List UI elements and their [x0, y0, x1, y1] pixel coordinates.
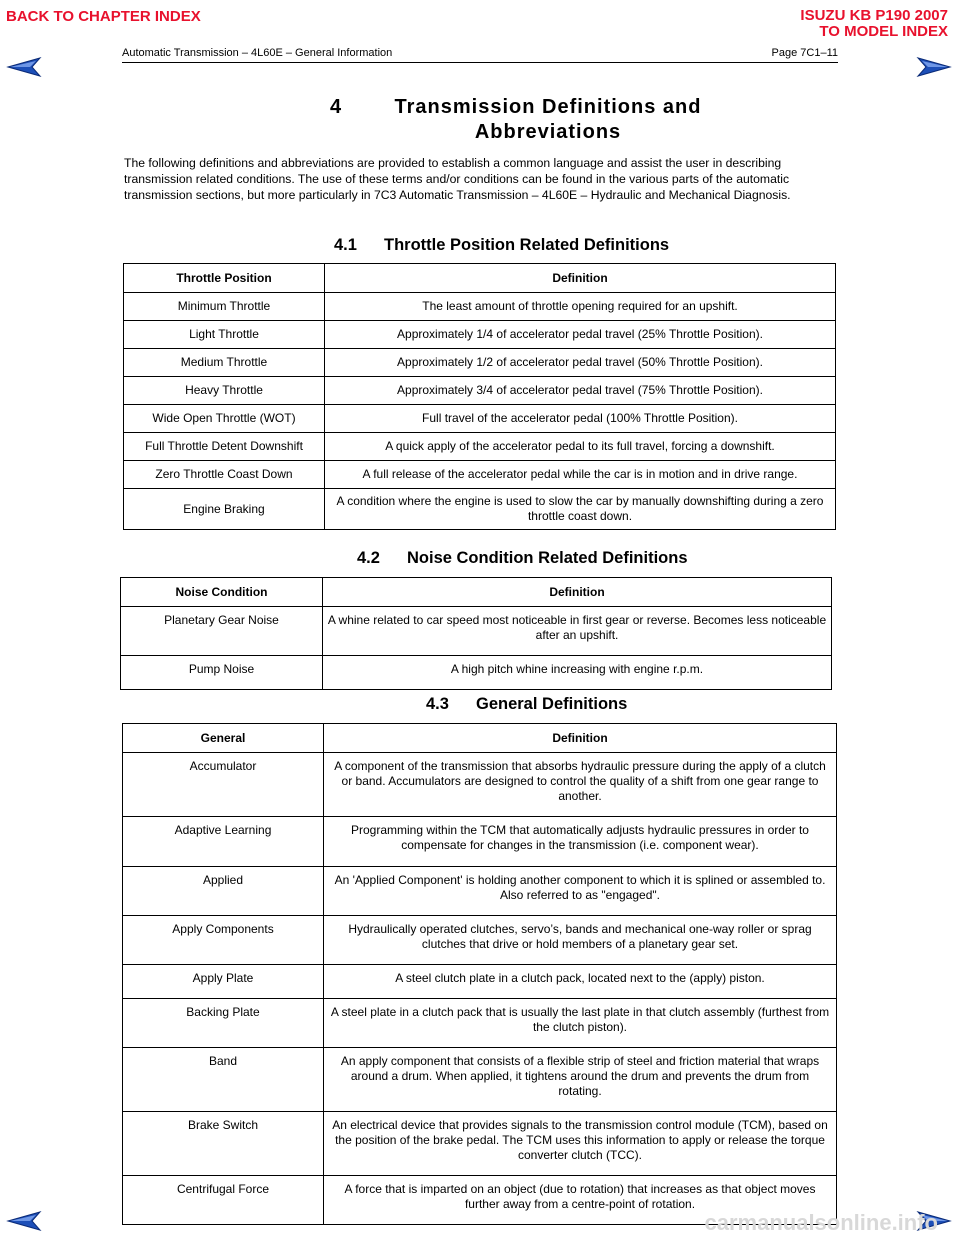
table-header-row — [124, 264, 836, 293]
section-title: General Definitions — [476, 695, 628, 713]
model-title: ISUZU KB P190 2007 — [800, 7, 948, 24]
back-to-chapter-index-link[interactable]: BACK TO CHAPTER INDEX — [6, 8, 201, 25]
table-row — [123, 1112, 837, 1176]
table-row — [123, 916, 837, 965]
term-cell: Zero Throttle Coast Down — [124, 461, 325, 489]
definition-cell: A component of the transmission that absorbs hydraulic pressure during the apply of a clutch or band. Accumulators are designed to control the quality of a shift from one gear range to another. — [324, 753, 837, 817]
term-cell: Planetary Gear Noise — [121, 607, 323, 656]
definition-cell: An 'Applied Component' is holding another component to which it is splined or assembled to. Also referred to as "engaged". — [324, 867, 837, 916]
column-header: Throttle Position — [124, 264, 325, 293]
table-row — [124, 405, 836, 433]
definition-cell: A steel clutch plate in a clutch pack, located next to the (apply) piston. — [324, 965, 837, 999]
intro-paragraph: The following definitions and abbreviations are provided to establish a common language and assist the user in describing transmission related conditions. The use of these terms and/or conditions can be found in the various parts of the automatic transmission sections, but more particularly in 7C3 Automatic Transmission – 4L60E – Hydraulic and Mechanical Diagnosis. — [124, 156, 791, 202]
section-4-2-heading — [357, 549, 688, 568]
column-header: Definition — [325, 264, 836, 293]
definition-cell: A steel plate in a clutch pack that is usually the last plate in that clutch assembly (furthest from the clutch piston). — [324, 999, 837, 1048]
table-row — [124, 377, 836, 405]
page-header — [122, 44, 838, 63]
term-cell: Apply Plate — [123, 965, 324, 999]
definition-cell: An apply component that consists of a flexible strip of steel and friction material that wraps around a drum. When applied, it tightens around the drum and prevents the drum from rotating. — [324, 1048, 837, 1112]
column-header: General — [123, 724, 324, 753]
section-number: 4.1 — [334, 236, 357, 254]
chapter-title: Transmission Definitions and Abbreviations — [394, 96, 702, 143]
table-header-row — [123, 724, 837, 753]
column-header: Noise Condition — [121, 578, 323, 607]
section-title: Throttle Position Related Definitions — [384, 236, 670, 254]
definition-cell: A full release of the accelerator pedal while the car is in motion and in drive range. — [325, 461, 836, 489]
chapter-number: 4 — [330, 96, 343, 118]
term-cell: Centrifugal Force — [123, 1176, 324, 1225]
term-cell: Full Throttle Detent Downshift — [124, 433, 325, 461]
term-cell: Heavy Throttle — [124, 377, 325, 405]
header-section-title: Automatic Transmission – 4L60E – General Information — [122, 47, 393, 59]
throttle-definitions-table — [123, 263, 836, 530]
term-cell: Pump Noise — [121, 656, 323, 690]
term-cell: Engine Braking — [124, 489, 325, 530]
table-row — [124, 293, 836, 321]
table-header-row — [121, 578, 832, 607]
header-page-number: Page 7C1–11 — [771, 47, 838, 59]
general-definitions-table — [122, 723, 837, 1225]
section-number: 4.2 — [357, 549, 380, 567]
table-row — [123, 867, 837, 916]
definition-cell: A whine related to car speed most noticeable in first gear or reverse. Becomes less noticeable after an upshift. — [323, 607, 832, 656]
next-page-arrow-icon[interactable] — [916, 56, 952, 78]
table-row — [123, 753, 837, 817]
table-row — [124, 349, 836, 377]
definition-cell: A quick apply of the accelerator pedal to its full travel, forcing a downshift. — [325, 433, 836, 461]
definition-cell: A force that is imparted on an object (due to rotation) that increases as that object moves further away from a centre-point of rotation. — [324, 1176, 837, 1225]
term-cell: Adaptive Learning — [123, 817, 324, 867]
term-cell: Medium Throttle — [124, 349, 325, 377]
term-cell: Accumulator — [123, 753, 324, 817]
term-cell: Minimum Throttle — [124, 293, 325, 321]
term-cell: Band — [123, 1048, 324, 1112]
table-row — [123, 965, 837, 999]
watermark: carmanualsonline.info — [704, 1210, 938, 1235]
table-row — [123, 999, 837, 1048]
term-cell: Light Throttle — [124, 321, 325, 349]
section-4-3-heading — [426, 695, 627, 714]
table-row — [124, 489, 836, 530]
definition-cell: An electrical device that provides signals to the transmission control module (TCM), based on the position of the brake pedal. The TCM uses this information to apply or release the torque converter clutch (TCC). — [324, 1112, 837, 1176]
table-row — [124, 433, 836, 461]
definition-cell: Hydraulically operated clutches, servo’s, bands and mechanical one-way roller or sprag clutches that drive or hold members of a planetary gear set. — [324, 916, 837, 965]
term-cell: Brake Switch — [123, 1112, 324, 1176]
previous-page-arrow-bottom-icon[interactable] — [6, 1210, 42, 1232]
table-row — [124, 461, 836, 489]
column-header: Definition — [323, 578, 832, 607]
table-row — [121, 607, 832, 656]
definition-cell: Programming within the TCM that automatically adjusts hydraulic pressures in order to compensate for changes in the transmission (i.e. component wear). — [324, 817, 837, 867]
table-row — [123, 817, 837, 867]
section-number: 4.3 — [426, 695, 449, 713]
definition-cell: The least amount of throttle opening required for an upshift. — [325, 293, 836, 321]
previous-page-arrow-icon[interactable] — [6, 56, 42, 78]
definition-cell: Approximately 1/4 of accelerator pedal travel (25% Throttle Position). — [325, 321, 836, 349]
definition-cell: Approximately 1/2 of accelerator pedal travel (50% Throttle Position). — [325, 349, 836, 377]
definition-cell: A high pitch whine increasing with engine r.p.m. — [323, 656, 832, 690]
column-header: Definition — [324, 724, 837, 753]
table-row — [124, 321, 836, 349]
section-4-1-heading — [334, 236, 669, 255]
table-row — [123, 1048, 837, 1112]
term-cell: Backing Plate — [123, 999, 324, 1048]
table-row — [121, 656, 832, 690]
section-title: Noise Condition Related Definitions — [407, 549, 688, 567]
noise-definitions-table — [120, 577, 832, 690]
term-cell: Wide Open Throttle (WOT) — [124, 405, 325, 433]
term-cell: Apply Components — [123, 916, 324, 965]
definition-cell: Full travel of the accelerator pedal (100% Throttle Position). — [325, 405, 836, 433]
model-index-link[interactable] — [800, 8, 948, 40]
definition-cell: A condition where the engine is used to slow the car by manually downshifting during a zero throttle coast down. — [325, 489, 836, 530]
to-model-index-label: TO MODEL INDEX — [819, 23, 948, 40]
term-cell: Applied — [123, 867, 324, 916]
definition-cell: Approximately 3/4 of accelerator pedal travel (75% Throttle Position). — [325, 377, 836, 405]
